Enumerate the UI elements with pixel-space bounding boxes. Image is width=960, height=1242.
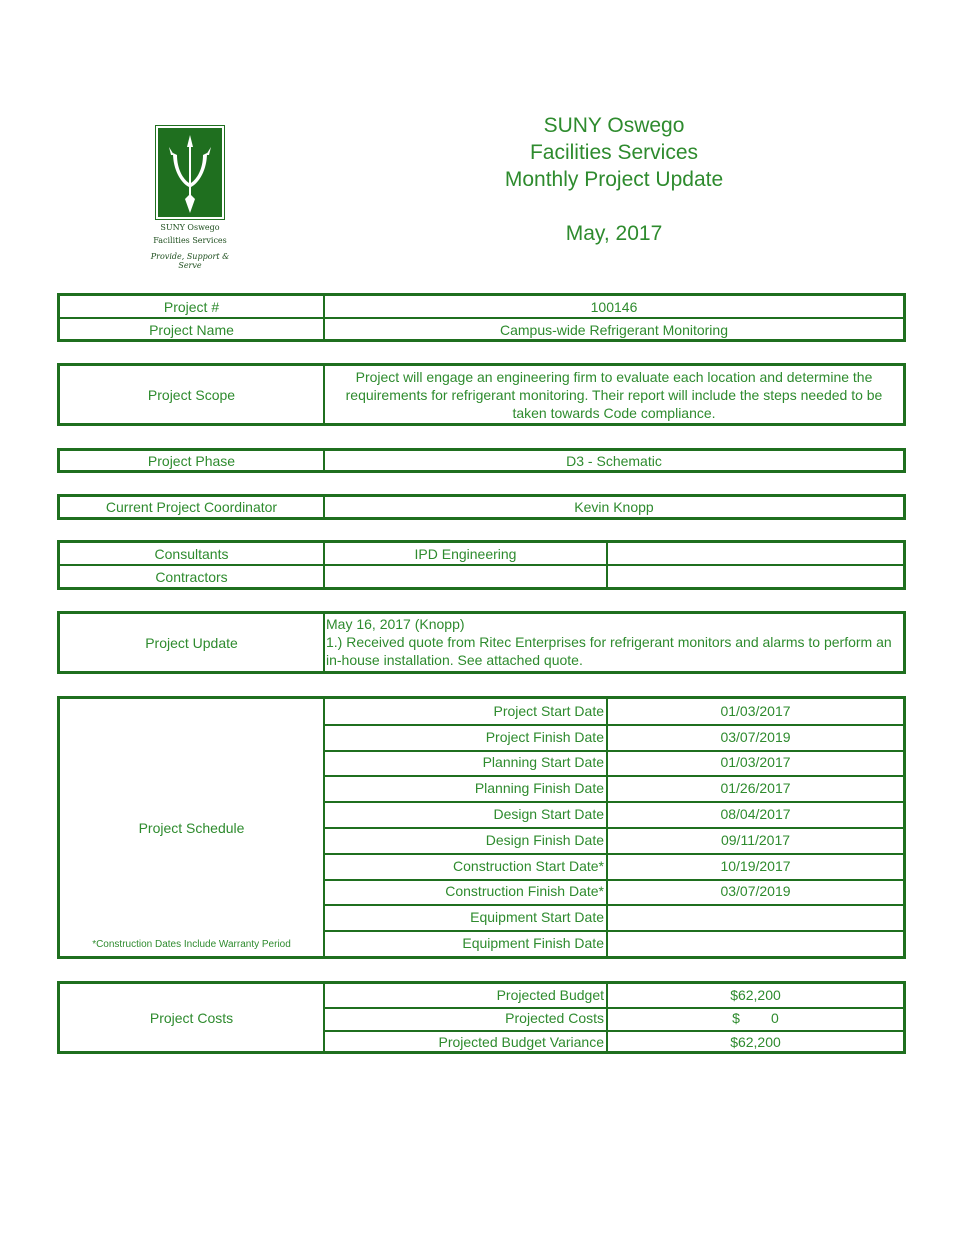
schedule-row-value [608,931,903,955]
schedule-row-value: 03/07/2019 [720,728,791,745]
schedule-row-label: Design Start Date [493,806,604,823]
update-entry-date: May 16, 2017 (Knopp) [326,616,465,632]
cost-row-label: Projected Costs [505,1010,604,1027]
schedule-note: *Construction Dates Include Warranty Period [92,939,291,950]
project-number: 100146 [590,298,638,315]
cost-row-label: Projected Budget [496,986,604,1003]
report-date: May, 2017 [565,222,663,245]
schedule-row-value: 01/03/2017 [720,702,791,719]
project-update-text [326,615,896,669]
schedule-row-label: Design Finish Date [485,831,604,848]
project-costs-label: Project Costs [149,1009,234,1026]
cost-row-value: $62,200 [730,1033,781,1050]
schedule-row-value: 01/03/2017 [720,754,791,771]
coordinator-name: Kevin Knopp [574,499,654,515]
report-header [434,112,794,247]
consultants-value: IPD Engineering [414,545,517,562]
schedule-row-label: Planning Start Date [482,754,604,771]
project-name-label: Project Name [149,321,234,338]
schedule-row-label: Project Start Date [493,702,604,719]
consultants-label: Consultants [154,545,229,562]
project-name: Campus-wide Refrigerant Monitoring [500,321,728,338]
project-update-table [57,611,906,674]
consultants-table [57,540,906,590]
schedule-row-value: 03/07/2019 [720,883,791,900]
schedule-row-value: 09/11/2017 [720,831,791,848]
coordinator-label: Current Project Coordinator [105,499,278,515]
schedule-row-label: Construction Start Date* [453,857,604,874]
schedule-row-value: 01/26/2017 [720,780,791,797]
project-phase: D3 - Schematic [566,452,662,469]
project-scope-table [57,363,906,426]
schedule-row-label: Project Finish Date [485,728,604,745]
project-costs-table [57,981,906,1054]
project-schedule-table [57,696,906,959]
project-phase-table [57,448,906,473]
coordinator-table [57,494,906,520]
report-title: Monthly Project Update [504,168,724,191]
trident-logo-icon [155,125,225,220]
cost-row-label: Projected Budget Variance [438,1033,604,1050]
cost-row-value: $ 0 [732,1010,779,1027]
contractors-value [325,566,606,587]
logo-line1: SUNY Oswego [160,223,220,232]
schedule-row-value [608,905,903,929]
project-scope: Project will engage an engineering firm to evaluate each location and determine the requirements for refrigerant monitoring. Their report will include the steps needed to be taken towards Code compliance. [345,368,883,421]
dept-title: Facilities Services [529,141,699,164]
project-scope-label: Project Scope [147,386,236,403]
schedule-row-label: Planning Finish Date [474,780,604,797]
schedule-row-label: Equipment Start Date [470,909,604,926]
logo-tagline: Provide, Support & Serve [150,252,230,270]
schedule-row-value: 10/19/2017 [720,857,791,874]
contractors-label: Contractors [155,568,228,585]
project-number-label: Project # [163,298,220,315]
schedule-row-label: Construction Finish Date* [445,883,604,900]
schedule-row-value: 08/04/2017 [720,806,791,823]
project-id-table [57,293,906,342]
logo [140,125,240,270]
project-schedule-label: Project Schedule [138,819,245,836]
update-entry-body: 1.) Received quote from Ritec Enterprises for refrigerant monitors and alarms to perform an in-house installation. See attached quote. [326,634,892,668]
project-update-label: Project Update [145,634,238,651]
schedule-row-label: Equipment Finish Date [462,935,604,952]
logo-line2: Facilities Services [153,236,227,245]
cost-row-value: $62,200 [730,986,781,1003]
project-phase-label: Project Phase [147,452,236,469]
org-title: SUNY Oswego [543,114,685,137]
